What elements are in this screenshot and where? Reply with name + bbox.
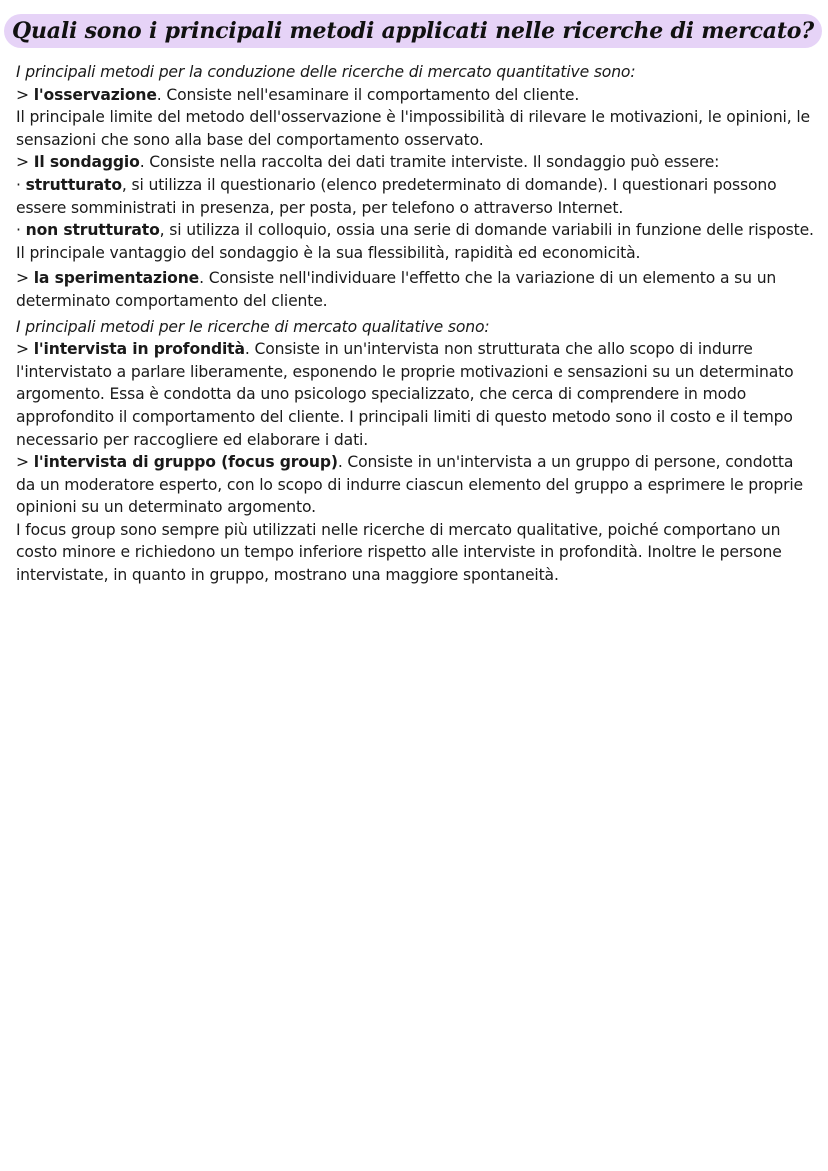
profondita-text: . Consiste in un'intervista non strutturata che allo scopo di indurre l'intervistato a parlare liberamente, esponendo le proprie motivazioni e sensazioni su un determinato argomento. Essa è condotta da uno psicologo specializzato, che cerca di comprendere in modo approfondito il comportamento del cliente. I principali limiti di questo metodo sono il costo e il tempo necessario per raccogliere ed elaborare i dati. bbox=[16, 340, 794, 449]
strutturato-text: , si utilizza il questionario (elenco predeterminato di domande). I questionari possono essere somministrati in presenza, per posta, per telefono o attraverso Internet. bbox=[16, 175, 777, 217]
strutturato-paragraph bbox=[16, 174, 816, 219]
page-title: Quali sono i principali metodi applicati nelle ricerche di mercato? bbox=[12, 18, 814, 44]
focus-group-conclusion-paragraph: I focus group sono sempre più utilizzati nelle ricerche di mercato qualitative, poiché comportano un costo minore e richiedono un tempo inferiore rispetto alle interviste in profondità. Inoltre le persone intervistate, in quanto in gruppo, mostrano una maggiore spontaneità. bbox=[16, 520, 782, 585]
osservazione-text: . Consiste nell'esaminare il comportamento del cliente. bbox=[156, 85, 580, 104]
quantitative-intro: I principali metodi per la conduzione delle ricerche di mercato quantitative sono: bbox=[16, 63, 636, 81]
strutturato-term: strutturato bbox=[25, 175, 122, 194]
non-strutturato-text: , si utilizza il colloquio, ossia una serie di domande variabili in funzione delle risposte. bbox=[159, 221, 814, 240]
osservazione-paragraph bbox=[16, 84, 816, 107]
gruppo-term: l'intervista di gruppo (focus group) bbox=[33, 453, 338, 472]
bullet-marker: · bbox=[16, 221, 26, 240]
bullet-marker: · bbox=[16, 175, 26, 194]
item-marker: > bbox=[16, 269, 34, 288]
title-banner bbox=[4, 10, 824, 50]
profondita-paragraph bbox=[16, 338, 816, 451]
document-body bbox=[16, 61, 816, 587]
sondaggio-text: . Consiste nella raccolta dei dati tramite interviste. Il sondaggio può essere: bbox=[139, 153, 720, 172]
gruppo-text: . Consiste in un'intervista a un gruppo di persone, condotta da un moderatore esperto, con lo scopo di indurre ciascun elemento del gruppo a esprimere le proprie opinioni su un determinato argomento. bbox=[16, 453, 803, 517]
non-strutturato-term: non strutturato bbox=[25, 221, 160, 240]
sondaggio-advantage-paragraph: Il principale vantaggio del sondaggio è la sua flessibilità, rapidità ed economicità. bbox=[16, 243, 641, 262]
item-marker: > bbox=[16, 153, 34, 172]
qualitative-intro: I principali metodi per le ricerche di mercato qualitative sono: bbox=[16, 317, 490, 336]
osservazione-term: l'osservazione bbox=[33, 85, 157, 104]
item-marker: > bbox=[16, 453, 34, 472]
item-marker: > bbox=[16, 85, 34, 104]
non-strutturato-paragraph bbox=[16, 219, 816, 242]
sondaggio-paragraph bbox=[16, 151, 816, 174]
gruppo-paragraph bbox=[16, 451, 816, 519]
sperimentazione-term: la sperimentazione bbox=[33, 269, 200, 288]
profondita-term: l'intervista in profondità bbox=[33, 340, 245, 359]
sperimentazione-text: . Consiste nell'individuare l'effetto che la variazione di un elemento a su un determinato comportamento del cliente. bbox=[16, 269, 777, 310]
item-marker: > bbox=[16, 340, 34, 359]
sondaggio-term: Il sondaggio bbox=[33, 153, 140, 172]
sperimentazione-paragraph bbox=[16, 267, 816, 312]
osservazione-limit-paragraph: Il principale limite del metodo dell'osservazione è l'impossibilità di rilevare le motivazioni, le opinioni, le sensazioni che sono alla base del comportamento osservato. bbox=[16, 108, 810, 149]
